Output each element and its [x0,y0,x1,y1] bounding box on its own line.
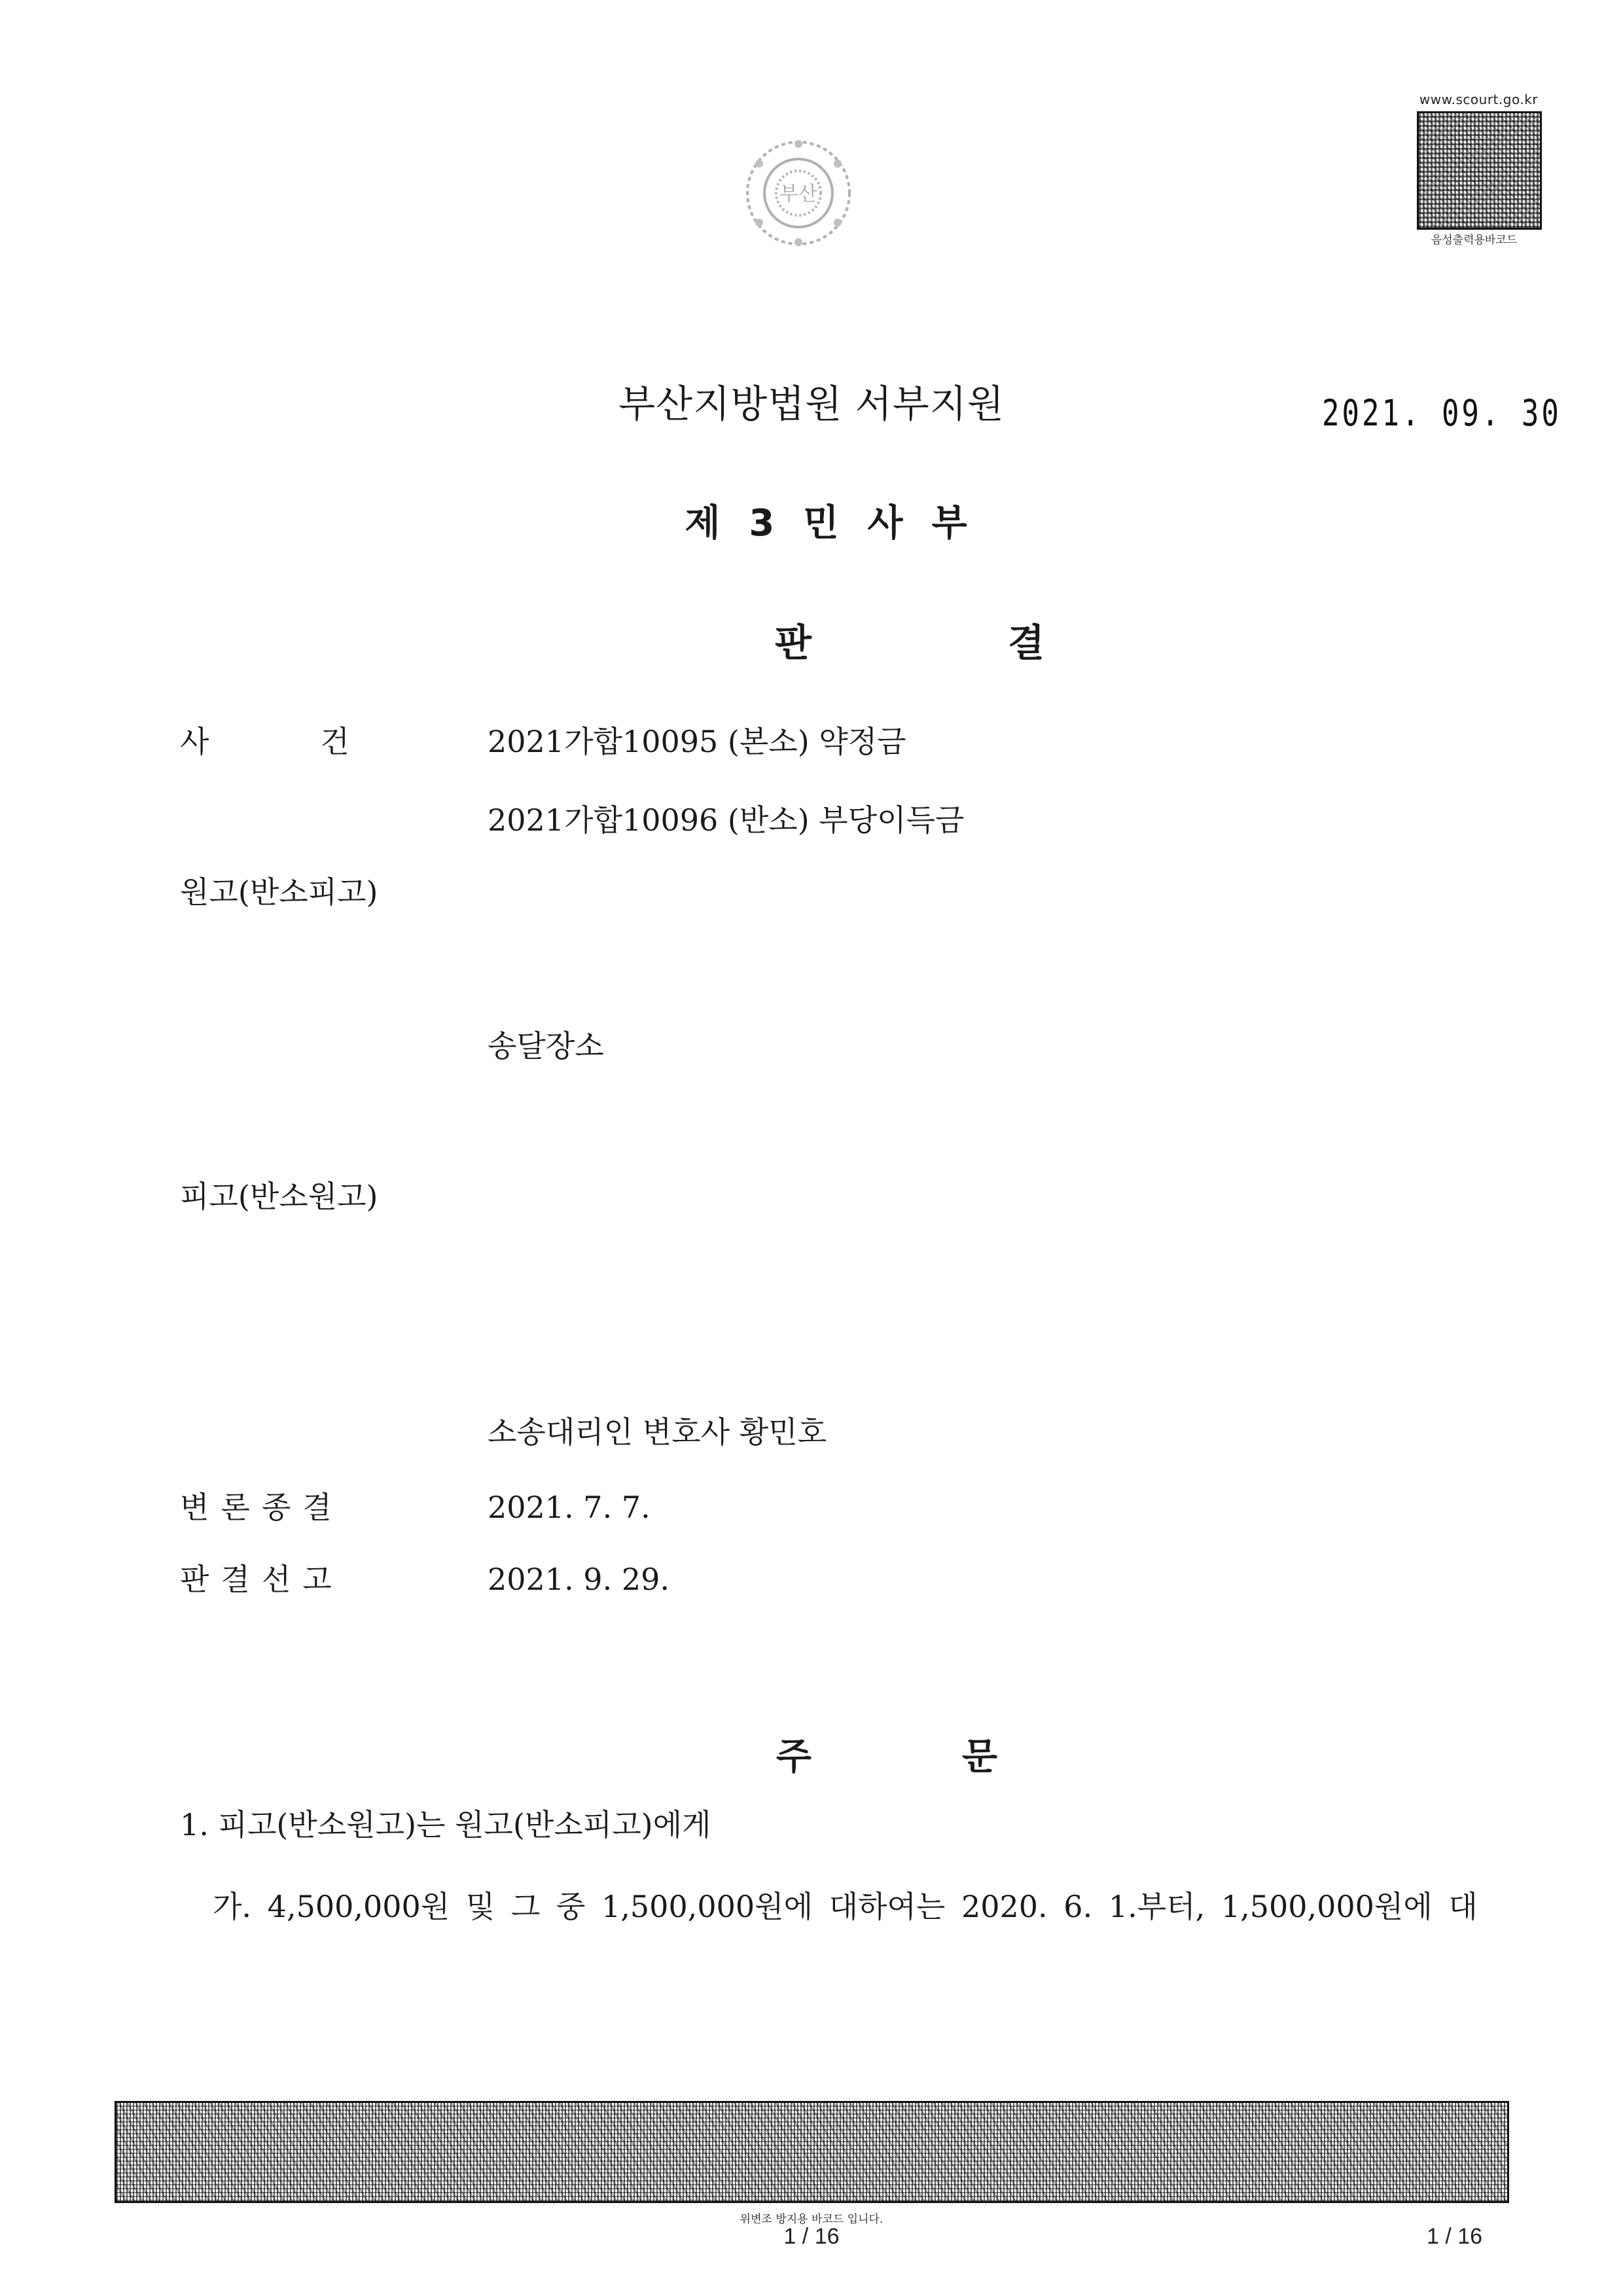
case-line-counter: 2021가합10096 (반소) 부당이득금 [488,802,965,838]
defendant-label: 피고(반소원고) [180,1179,378,1214]
judgment-date: 2021. 9. 29. [488,1562,669,1597]
qr-url: www.scourt.go.kr [1419,92,1538,107]
barcode-caption: 위변조 방지용 바코드 입니다. [740,2213,883,2226]
order-item-1: 1. 피고(반소원고)는 원고(반소피고)에게 [180,1807,711,1842]
court-name: 부산지방법원 서부지원 [618,382,1005,426]
court-seal-graphic [733,131,864,255]
anti-forgery-barcode [115,2101,1509,2203]
order-item-1a: 가. 4,500,000원 및 그 중 1,500,000원에 대하여는 2020. 6. 1.부터, 1,500,000원에 대 [213,1889,1478,1924]
page-number-right: 1 / 16 [1427,2224,1483,2249]
document-type-title: 판결 [774,620,1241,665]
seal-text: 부산 [779,183,817,206]
plaintiff-address-label: 송달장소 [488,1028,604,1064]
judgment-label: 판결선고 [180,1562,344,1597]
voice-output-qr-code [1417,111,1542,230]
qr-caption: 음성출력용바코드 [1431,234,1518,247]
argument-closed-label: 변론종결 [180,1490,344,1525]
received-stamp-date: 2021. 09. 30 [1322,393,1561,435]
argument-closed-date: 2021. 7. 7. [488,1490,651,1525]
defendant-counsel: 소송대리인 변호사 황민호 [488,1414,827,1450]
page-number-center: 1 / 16 [783,2224,840,2249]
court-seal [733,131,864,255]
case-line-main: 2021가합10095 (본소) 약정금 [488,724,906,759]
order-title: 주문 [776,1736,1149,1778]
case-label: 사건 [180,724,461,759]
plaintiff-label: 원고(반소피고) [180,874,378,910]
division-title: 제3민사부 [685,502,996,545]
